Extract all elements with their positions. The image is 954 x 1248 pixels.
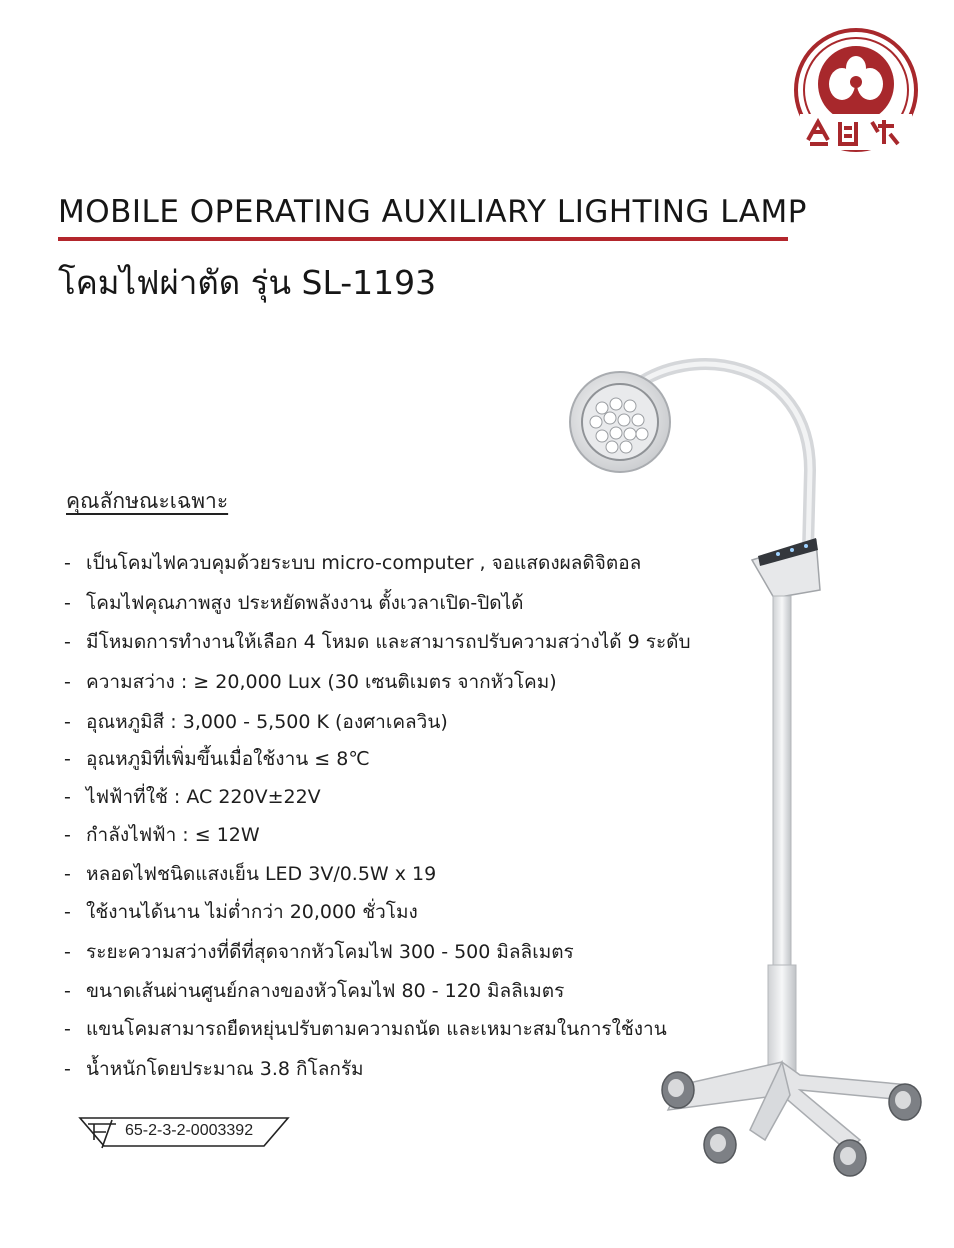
spec-item: - ใช้งานได้นาน ไม่ต่ำกว่า 20,000 ชั่วโมง [64, 901, 418, 923]
spec-item: - ไฟฟ้าที่ใช้ : AC 220V±22V [64, 786, 321, 808]
spec-item: - กำลังไฟฟ้า : ≤ 12W [64, 824, 260, 846]
spec-item: - อุณหภูมิสี : 3,000 - 5,500 K (องศาเคลวิน) [64, 711, 448, 733]
spec-item: - ขนาดเส้นผ่านศูนย์กลางของหัวโคมไฟ 80 - 120 มิลลิเมตร [64, 980, 565, 1002]
spec-item: - โคมไฟคุณภาพสูง ประหยัดพลังงาน ตั้งเวลาเปิด-ปิดได้ [64, 592, 524, 614]
title-english: MOBILE OPERATING AUXILIARY LIGHTING LAMP [58, 194, 807, 230]
spec-heading: คุณลักษณะเฉพาะ [66, 489, 229, 513]
registration-number: 65-2-3-2-0003392 [125, 1122, 254, 1139]
spec-item: - น้ำหนักโดยประมาณ 3.8 กิโลกรัม [64, 1058, 364, 1080]
mobile-led-lamp-illustration [560, 350, 940, 1180]
spec-item: - มีโหมดการทำงานให้เลือก 4 โหมด และสามารถปรับความสว่างได้ 9 ระดับ [64, 631, 691, 653]
spec-item: - เป็นโคมไฟควบคุมด้วยระบบ micro-computer , จอแสดงผลดิจิตอล [64, 552, 642, 574]
spec-item: - อุณหภูมิที่เพิ่มขึ้นเมื่อใช้งาน ≤ 8℃ [64, 748, 370, 770]
spec-item: - แขนโคมสามารถยืดหยุ่นปรับตามความถนัด และเหมาะสมในการใช้งาน [64, 1018, 667, 1040]
company-logo-icon [786, 22, 926, 162]
spec-item: - ความสว่าง : ≥ 20,000 Lux (30 เซนติเมตร จากหัวโคม) [64, 671, 557, 693]
spec-item: - หลอดไฟชนิดแสงเย็น LED 3V/0.5W x 19 [64, 863, 437, 885]
title-divider [58, 237, 788, 241]
spec-item: - ระยะความสว่างที่ดีที่สุดจากหัวโคมไฟ 300 - 500 มิลลิเมตร [64, 941, 574, 963]
title-thai: โคมไฟผ่าตัด รุ่น SL-1193 [58, 263, 437, 302]
